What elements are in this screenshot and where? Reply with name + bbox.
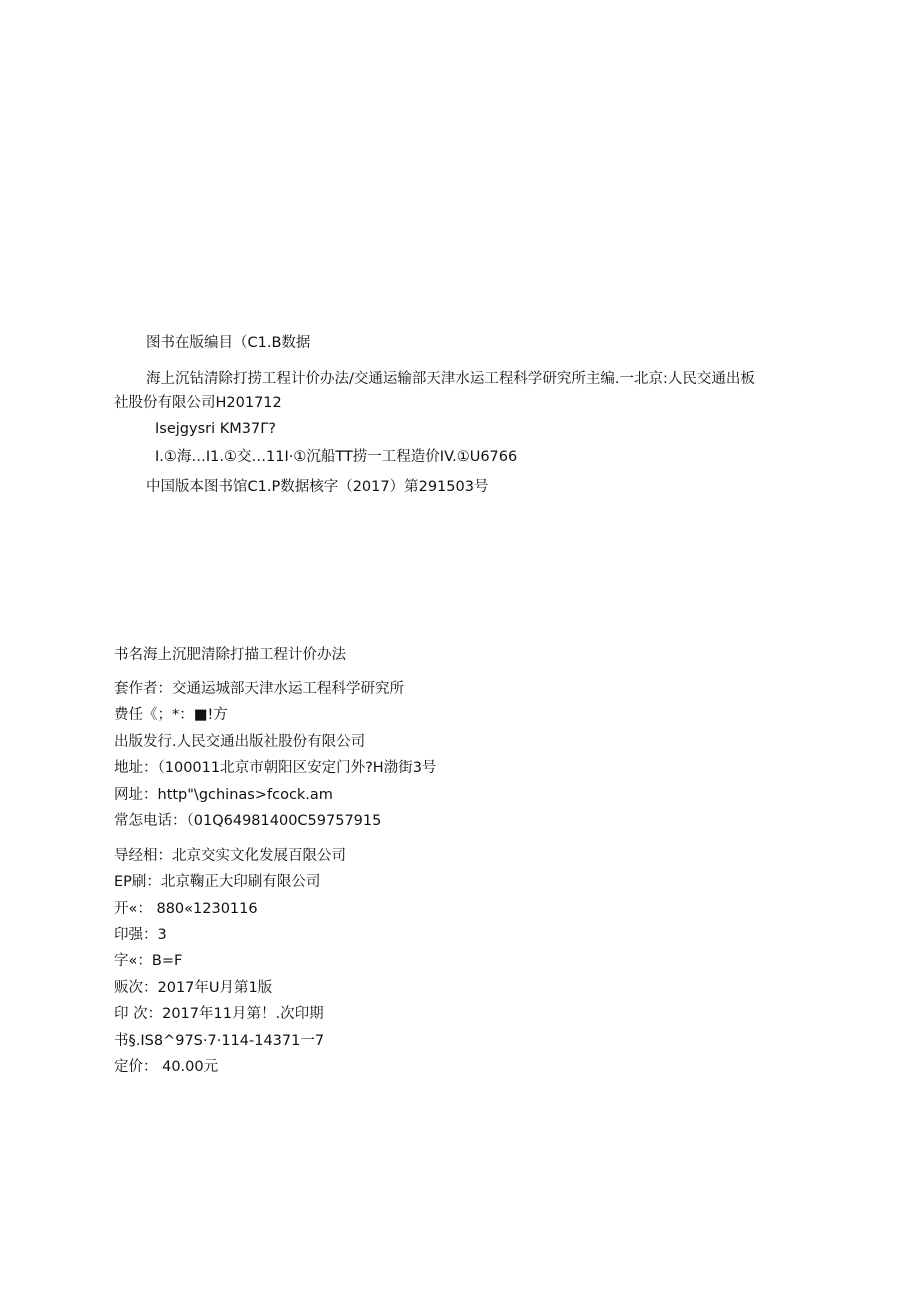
cip-heading: 图书在版编目（C1.B数据: [146, 335, 311, 351]
book-distributor: 导经相：北京交实文化发展百限公司: [114, 848, 346, 864]
book-printing: 印 次：2017年11月第！.次印期: [114, 1006, 324, 1022]
book-words: 字«：B=F: [114, 953, 183, 969]
book-price: 定价： 40.00元: [114, 1059, 219, 1075]
book-sheets: 印强：3: [114, 927, 167, 943]
publisher-website: 网址：http"\gchinas>fcock.am: [114, 787, 333, 803]
book-edition: 贩次：2017年U月第1版: [114, 980, 273, 996]
book-isbn: 书§.IS8^97S·7·114-14371一7: [114, 1033, 325, 1049]
book-editor: 费任《；*：■!方: [114, 707, 228, 723]
cip-subject-line: I.①海…I1.①交…11I·①沉船TT捞一工程造价IV.①U6766: [155, 449, 518, 465]
cip-entry-line2: 社股份有限公司H201712: [114, 395, 282, 411]
book-format: 开«： 880«1230116: [114, 901, 258, 917]
book-author: 套作者：交通运城部天津水运工程科学研究所: [114, 681, 404, 697]
cip-record-line: 中国版本图书馆C1.P数据核字（2017）第291503号: [146, 479, 489, 495]
publisher-phone: 常怎电话：（01Q64981400C59757915: [114, 813, 382, 829]
cip-isbn-line: Isejgysri KM37Γ?: [155, 421, 276, 437]
book-publisher: 出版发行.人民交通出版社股份有限公司: [114, 734, 366, 750]
book-printer: EP刷：北京鞠正大印刷有限公司: [114, 874, 321, 890]
publisher-address: 地址：（100011北京市朝阳区安定门外?H渤街3号: [114, 760, 437, 776]
book-title: 书名海上沉肥清除打描工程计价办法: [114, 647, 346, 663]
cip-entry-line1: 海上沉钻清除打捞工程计价办法/交通运输部天津水运工程科学研究所主编.一北京:人民交通出板: [146, 371, 755, 387]
